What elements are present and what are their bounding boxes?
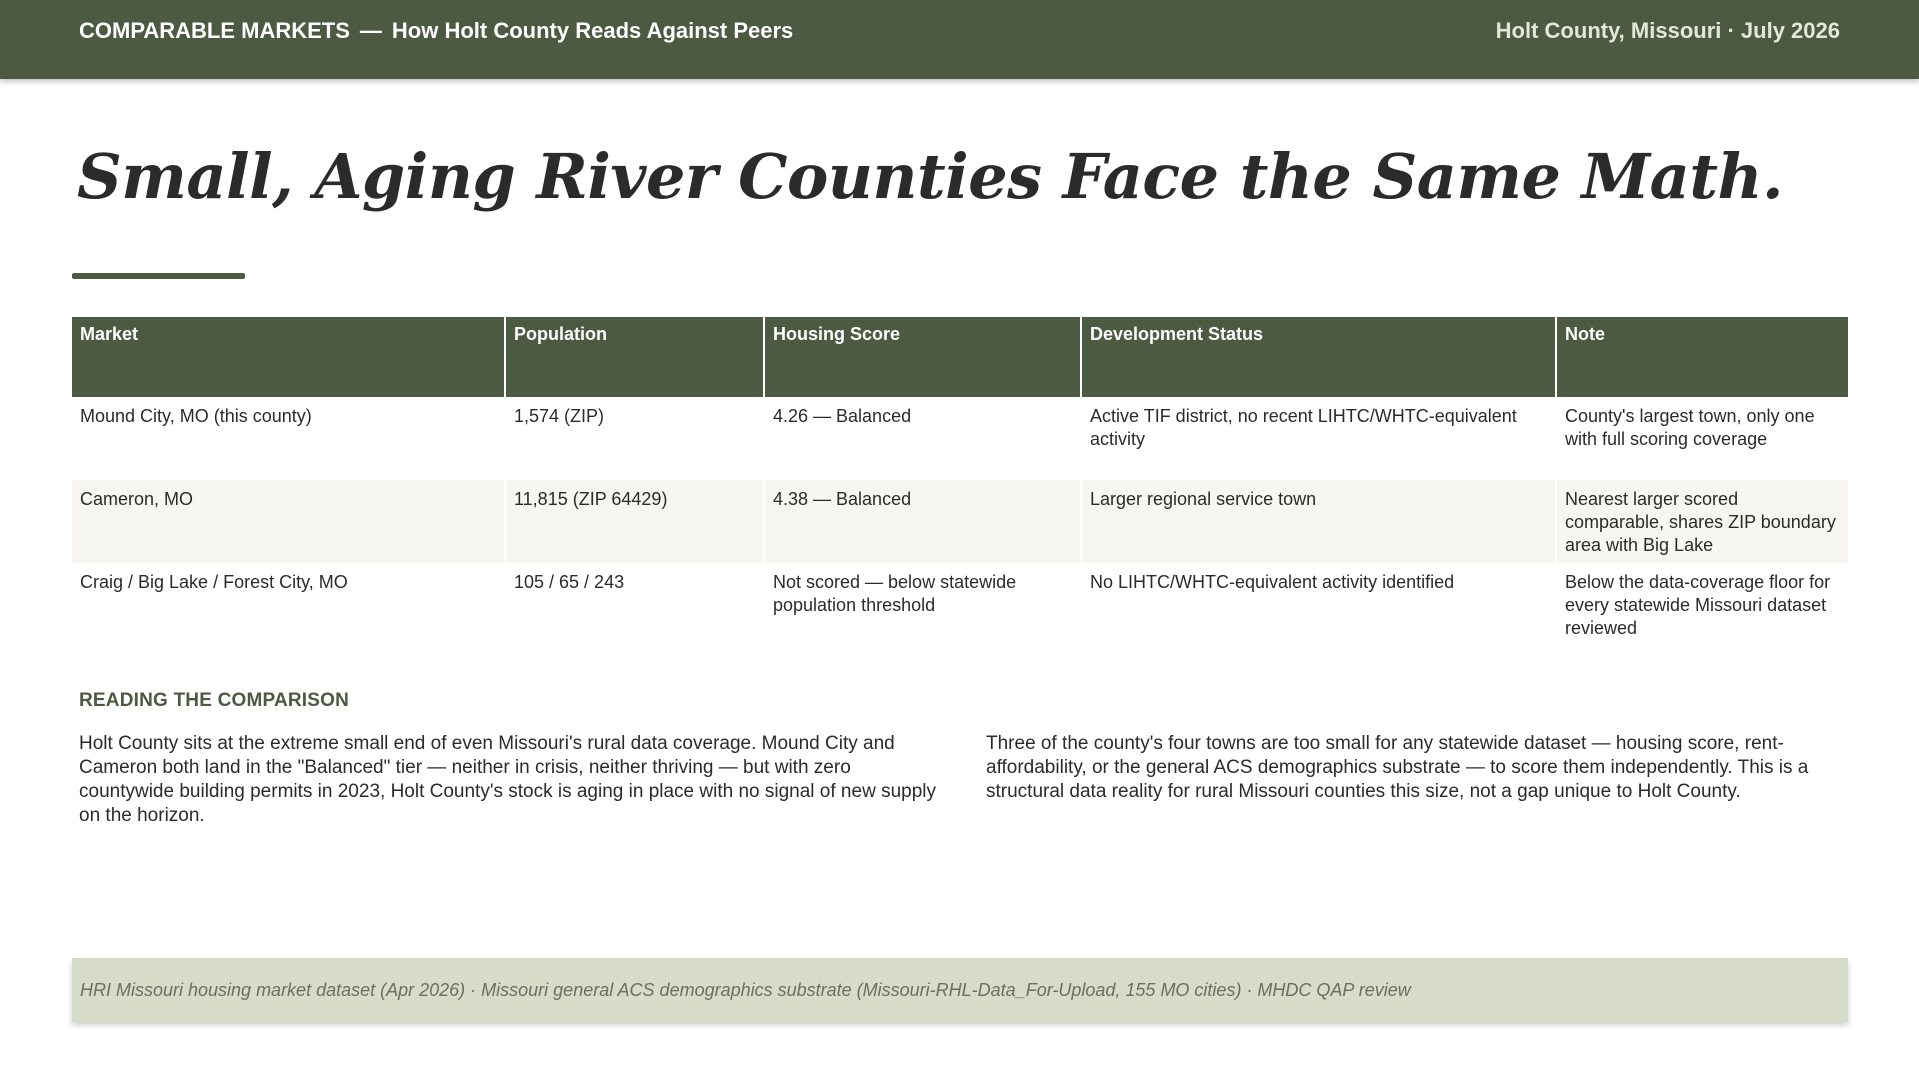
column-header-development-status: Development Status: [1081, 317, 1556, 397]
reading-paragraph-right: Three of the county's four towns are too small for any statewide dataset — housing score, rent-affordability, or the general ACS demographics substrate — to score them independently. This is a structural data reality for rural Missouri counties this size, not a gap unique to Holt County.: [986, 733, 1809, 802]
headline-rule: [72, 273, 245, 279]
column-header-population: Population: [505, 317, 764, 397]
cell-population: 105 / 65 / 243: [505, 563, 764, 646]
cell-housing-score: Not scored — below statewide population threshold: [764, 563, 1081, 646]
cell-housing-score: 4.26 — Balanced: [764, 397, 1081, 480]
location-date: Holt County, Missouri · July 2026: [1495, 18, 1840, 43]
banner-title: [79, 18, 793, 44]
cell-market: Craig / Big Lake / Forest City, MO: [72, 563, 505, 646]
column-header-market: Market: [72, 317, 505, 397]
cell-note: Nearest larger scored comparable, shares ZIP boundary area with Big Lake: [1556, 480, 1848, 563]
table-header-row: [72, 317, 1848, 397]
sources-footer: HRI Missouri housing market dataset (Apr 2026) · Missouri general ACS demographics substrate (Missouri-RHL-Data_For-Upload, 155 MO cities) · MHDC QAP review: [72, 958, 1848, 1022]
page-headline: Small, Aging River Counties Face the Same Math.: [77, 140, 1784, 213]
cell-note: Below the data-coverage floor for every statewide Missouri dataset reviewed: [1565, 572, 1831, 638]
section-subtitle: How Holt County Reads Against Peers: [391, 18, 794, 43]
cell-market: Cameron, MO: [72, 480, 505, 563]
table-row: [72, 563, 1848, 646]
top-banner: [0, 0, 1919, 79]
cell-housing-score: 4.38 — Balanced: [764, 480, 1081, 563]
comparison-table: [72, 317, 1848, 646]
reading-paragraph-left: Holt County sits at the extreme small end of even Missouri's rural data coverage. Mound City and Cameron both land in the "Balanced" tier — neither in crisis, neither thriving — but with zero countywide building permits in 2023, Holt County's stock is aging in place with no signal of new supply on the horizon.: [79, 733, 936, 826]
cell-population: 11,815 (ZIP 64429): [505, 480, 764, 563]
cell-development-status: Active TIF district, no recent LIHTC/WHTC-equivalent activity: [1081, 397, 1556, 480]
column-header-note: Note: [1556, 317, 1848, 397]
reading-section-title: READING THE COMPARISON: [79, 690, 350, 711]
section-label: COMPARABLE MARKETS: [79, 18, 350, 43]
cell-population: 1,574 (ZIP): [505, 397, 764, 480]
column-header-housing-score: Housing Score: [764, 317, 1081, 397]
cell-note: County's largest town, only one with full scoring coverage: [1565, 406, 1815, 449]
title-separator: —: [359, 18, 382, 43]
cell-development-status: Larger regional service town: [1081, 480, 1556, 563]
cell-development-status: No LIHTC/WHTC-equivalent activity identified: [1081, 563, 1556, 646]
cell-market: Mound City, MO (this county): [72, 397, 505, 480]
table-row: [72, 397, 1848, 480]
table-row: [72, 480, 1848, 563]
